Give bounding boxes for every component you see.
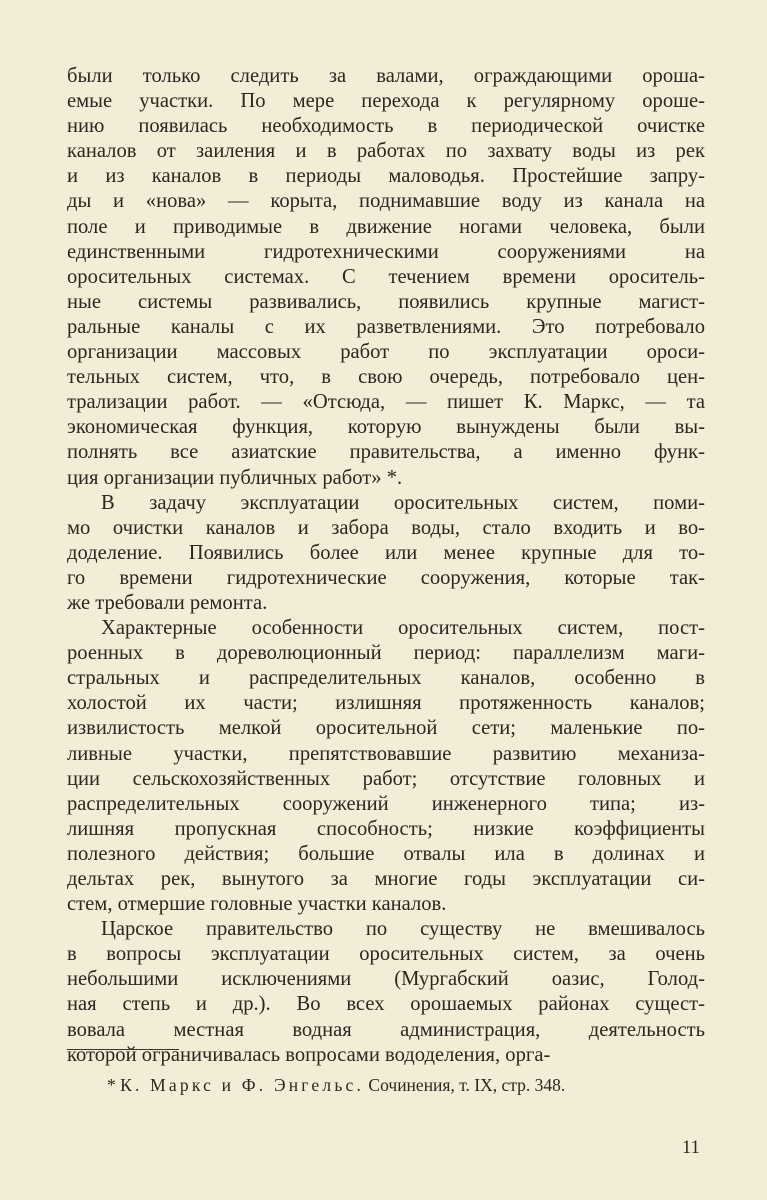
text-line: и из каналов в периоды маловодья. Простейшие запру- [67,165,705,188]
text-line: холостой их части; излишняя протяженность каналов; [67,692,705,715]
paragraph [67,616,705,917]
footnote-citation: Сочинения, т. IX, стр. 348. [368,1075,566,1095]
text-line: стральных и распределительных каналов, особенно в [67,667,705,690]
text-line: ции сельскохозяйственных работ; отсутствие головных и [67,767,705,790]
text-line: оросительных системах. С течением времени ороситель- [67,265,705,288]
text-line: ция организации публичных работ» *. [67,466,403,489]
text-line: ливные участки, препятствовавшие развитию механиза- [67,742,705,765]
footnote-divider [67,1049,179,1050]
text-line: дельтах рек, вынутого за многие годы эксплуатации си- [67,868,705,890]
text-line: поле и приводимые в движение ногами человека, были [67,215,705,238]
footnote-authors: К. Маркс и Ф. Энгельс. [120,1075,365,1095]
text-line: извилистость мелкой оросительной сети; маленькие по- [67,717,705,740]
paragraph [67,64,705,491]
paragraph [67,917,705,1068]
text-line: экономическая функция, которую вынуждены были вы- [67,416,705,439]
text-line: доделение. Появились более или менее крупные для то- [67,541,705,564]
text-line: лишняя пропускная способность; низкие коэффициенты [67,817,705,840]
page-number: 11 [682,1138,700,1158]
text-line: ральные каналы с их разветвлениями. Это потребовало [67,315,705,338]
text-line: ные системы развивались, появились крупные магист- [67,290,705,313]
body-text [67,64,705,1068]
paragraph [67,491,705,616]
text-line: тельных систем, что, в свою очередь, потребовало цен- [67,366,705,389]
text-line: ды и «нова» — корыта, поднимавшие воду из канала на [67,190,705,213]
footnote-marker: * [107,1075,116,1095]
text-line: полезного действия; большие отвалы ила в долинах и [67,842,705,865]
text-line: организации массовых работ по эксплуатации ороси- [67,341,705,364]
text-line: каналов от заиления и в работах по захвату воды из рек [67,140,705,163]
text-line: же требовали ремонта. [67,591,268,614]
text-line: ная степь и др.). Во всех орошаемых районах сущест- [67,993,705,1016]
text-line: распределительных сооружений инженерного типа; из- [67,792,705,815]
text-line: были только следить за валами, ограждающими ороша- [67,65,705,87]
text-line: В задачу эксплуатации оросительных систем, поми- [101,491,705,514]
text-line: которой ограничивалась вопросами вододеления, орга- [67,1043,551,1066]
text-line: вовала местная водная администрация, деятельность [67,1018,705,1041]
text-line: го времени гидротехнические сооружения, которые так- [67,566,705,589]
text-line: Характерные особенности оросительных систем, пост- [101,617,705,640]
footnote [107,1073,565,1097]
text-line: в вопросы эксплуатации оросительных систем, за очень [67,943,705,966]
text-line: единственными гидротехническими сооружениями на [67,240,705,263]
text-line: небольшими исключениями (Мургабский оазис, Голод- [67,968,705,991]
text-line: Царское правительство по существу не вмешивалось [101,918,705,941]
text-line: нию появилась необходимость в периодической очистке [67,115,705,138]
text-line: стем, отмершие головные участки каналов. [67,893,447,916]
text-line: роенных в дореволюционный период: параллелизм маги- [67,642,705,665]
text-line: мо очистки каналов и забора воды, стало входить и во- [67,516,705,539]
text-line: трализации работ. — «Отсюда, — пишет К. Маркс, — та [67,391,705,414]
text-line: емые участки. По мере перехода к регулярному ороше- [67,90,705,113]
text-line: полнять все азиатские правительства, а именно функ- [67,441,705,464]
